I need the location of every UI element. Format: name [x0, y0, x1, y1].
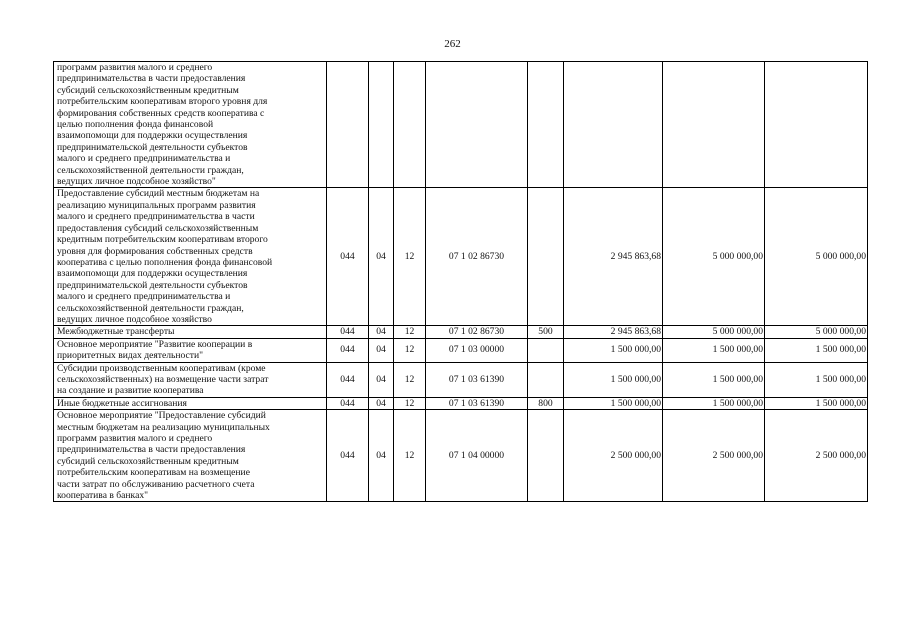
cell-section	[369, 62, 394, 188]
cell-amount-year-2: 2 500 000,00	[663, 410, 765, 502]
table-row	[54, 188, 868, 326]
description-line: на создание и развитие кооператива	[57, 385, 204, 397]
cell-description	[54, 326, 327, 338]
cell-expense-type: 800	[528, 397, 564, 409]
cell-subsection: 12	[394, 410, 426, 502]
cell-target-article: 07 1 03 61390	[426, 397, 528, 409]
cell-subsection: 12	[394, 188, 426, 326]
cell-amount-year-3: 2 500 000,00	[765, 410, 868, 502]
table-row	[54, 397, 868, 409]
description-line: сельскохозяйственной деятельности граждан,	[57, 164, 244, 176]
table-row	[54, 62, 868, 188]
table-row	[54, 362, 868, 397]
description-line: Основное мероприятие "Предоставление субсидий	[57, 410, 266, 422]
cell-description	[54, 188, 327, 326]
cell-description	[54, 338, 327, 362]
cell-ministry-code: 044	[327, 397, 369, 409]
cell-amount-year-3: 5 000 000,00	[765, 326, 868, 338]
description-line: программ развития малого и среднего	[57, 433, 213, 444]
cell-amount-year-3: 5 000 000,00	[765, 188, 868, 326]
description-line: предпринимательской деятельности субъектов	[57, 279, 248, 291]
description-line: предпринимательства в части предоставления	[57, 73, 246, 85]
description-line: Субсидии производственным кооперативам (кроме	[57, 362, 266, 374]
cell-expense-type	[528, 410, 564, 502]
cell-description	[54, 410, 327, 502]
cell-amount-year-2: 1 500 000,00	[663, 362, 765, 397]
cell-amount-year-2: 5 000 000,00	[663, 188, 765, 326]
description-line: кооператива с целью пополнения фонда финансовой	[57, 256, 273, 268]
description-line: ведущих личное подсобное хозяйство	[57, 313, 212, 325]
description-line: субсидий сельскохозяйственным кредитным	[57, 455, 239, 467]
cell-amount-year-2: 1 500 000,00	[663, 397, 765, 409]
description-line: программ развития малого и среднего	[57, 62, 213, 73]
cell-subsection: 12	[394, 326, 426, 338]
cell-expense-type: 500	[528, 326, 564, 338]
description-line: предоставления субсидий сельскохозяйственным	[57, 222, 259, 234]
cell-subsection	[394, 62, 426, 188]
description-line: сельскохозяйственных) на возмещение части затрат	[57, 373, 269, 385]
cell-amount-year-2	[663, 62, 765, 188]
description-line: предпринимательской деятельности субъектов	[57, 141, 248, 153]
description-line: предпринимательства в части предоставления	[57, 444, 246, 456]
cell-amount-year-1: 1 500 000,00	[564, 397, 663, 409]
cell-description	[54, 397, 327, 409]
cell-target-article: 07 1 03 61390	[426, 362, 528, 397]
cell-amount-year-1: 2 945 863,68	[564, 188, 663, 326]
cell-target-article: 07 1 03 00000	[426, 338, 528, 362]
cell-expense-type	[528, 62, 564, 188]
cell-ministry-code: 044	[327, 410, 369, 502]
table-row	[54, 338, 868, 362]
description-line: потребительским кооперативам на возмещение	[57, 467, 250, 479]
cell-subsection: 12	[394, 397, 426, 409]
description-line: части затрат по обслуживанию расчетного счета	[57, 478, 255, 490]
description-line: Предоставление субсидий местным бюджетам на	[57, 188, 260, 200]
cell-target-article	[426, 62, 528, 188]
description-line: потребительским кооперативам второго уровня для	[57, 96, 268, 108]
cell-amount-year-1: 2 500 000,00	[564, 410, 663, 502]
description-line: субсидий сельскохозяйственным кредитным	[57, 84, 239, 96]
cell-section: 04	[369, 326, 394, 338]
cell-amount-year-2: 5 000 000,00	[663, 326, 765, 338]
cell-amount-year-1: 1 500 000,00	[564, 362, 663, 397]
cell-amount-year-2: 1 500 000,00	[663, 338, 765, 362]
cell-expense-type	[528, 188, 564, 326]
cell-amount-year-1: 2 945 863,68	[564, 326, 663, 338]
cell-ministry-code	[327, 62, 369, 188]
cell-section: 04	[369, 362, 394, 397]
description-line: сельскохозяйственной деятельности граждан,	[57, 302, 244, 314]
description-line: уровня для формирования собственных средств	[57, 245, 253, 257]
cell-ministry-code: 044	[327, 338, 369, 362]
description-line: местным бюджетам на реализацию муниципальных	[57, 421, 270, 433]
description-line: целью пополнения фонда финансовой	[57, 119, 214, 131]
description-line: малого и среднего предпринимательства и	[57, 153, 231, 165]
description-line: кредитным потребительским кооперативам второго	[57, 234, 268, 246]
cell-section: 04	[369, 397, 394, 409]
table-row	[54, 326, 868, 338]
cell-amount-year-1	[564, 62, 663, 188]
cell-amount-year-3: 1 500 000,00	[765, 362, 868, 397]
cell-subsection: 12	[394, 338, 426, 362]
cell-section: 04	[369, 410, 394, 502]
description-line: кооператива в банках"	[57, 490, 149, 502]
cell-description	[54, 62, 327, 188]
cell-expense-type	[528, 362, 564, 397]
cell-description	[54, 362, 327, 397]
description-line: Основное мероприятие "Развитие кооперации в	[57, 338, 253, 350]
description-line: взаимопомощи для поддержки осуществления	[57, 268, 248, 280]
cell-target-article: 07 1 02 86730	[426, 188, 528, 326]
cell-target-article: 07 1 04 00000	[426, 410, 528, 502]
cell-amount-year-1: 1 500 000,00	[564, 338, 663, 362]
description-line: формирования собственных средств кооператива с	[57, 107, 265, 119]
description-line: малого и среднего предпринимательства в части	[57, 211, 255, 223]
description-line: приоритетных видах деятельности"	[57, 350, 204, 362]
cell-amount-year-3: 1 500 000,00	[765, 397, 868, 409]
cell-section: 04	[369, 188, 394, 326]
description-line: малого и среднего предпринимательства и	[57, 291, 231, 303]
description-line: Межбюджетные трансферты	[57, 326, 175, 338]
description-line: реализацию муниципальных программ развития	[57, 199, 256, 211]
description-line: взаимопомощи для поддержки осуществления	[57, 130, 248, 142]
cell-ministry-code: 044	[327, 362, 369, 397]
cell-subsection: 12	[394, 362, 426, 397]
cell-ministry-code: 044	[327, 188, 369, 326]
cell-amount-year-3: 1 500 000,00	[765, 338, 868, 362]
page-number: 262	[444, 38, 461, 50]
cell-section: 04	[369, 338, 394, 362]
cell-ministry-code: 044	[327, 326, 369, 338]
cell-amount-year-3	[765, 62, 868, 188]
cell-expense-type	[528, 338, 564, 362]
cell-target-article: 07 1 02 86730	[426, 326, 528, 338]
description-line: ведущих личное подсобное хозяйство"	[57, 176, 216, 188]
description-line: Иные бюджетные ассигнования	[57, 397, 187, 409]
budget-table	[53, 61, 868, 502]
table-row	[54, 410, 868, 502]
